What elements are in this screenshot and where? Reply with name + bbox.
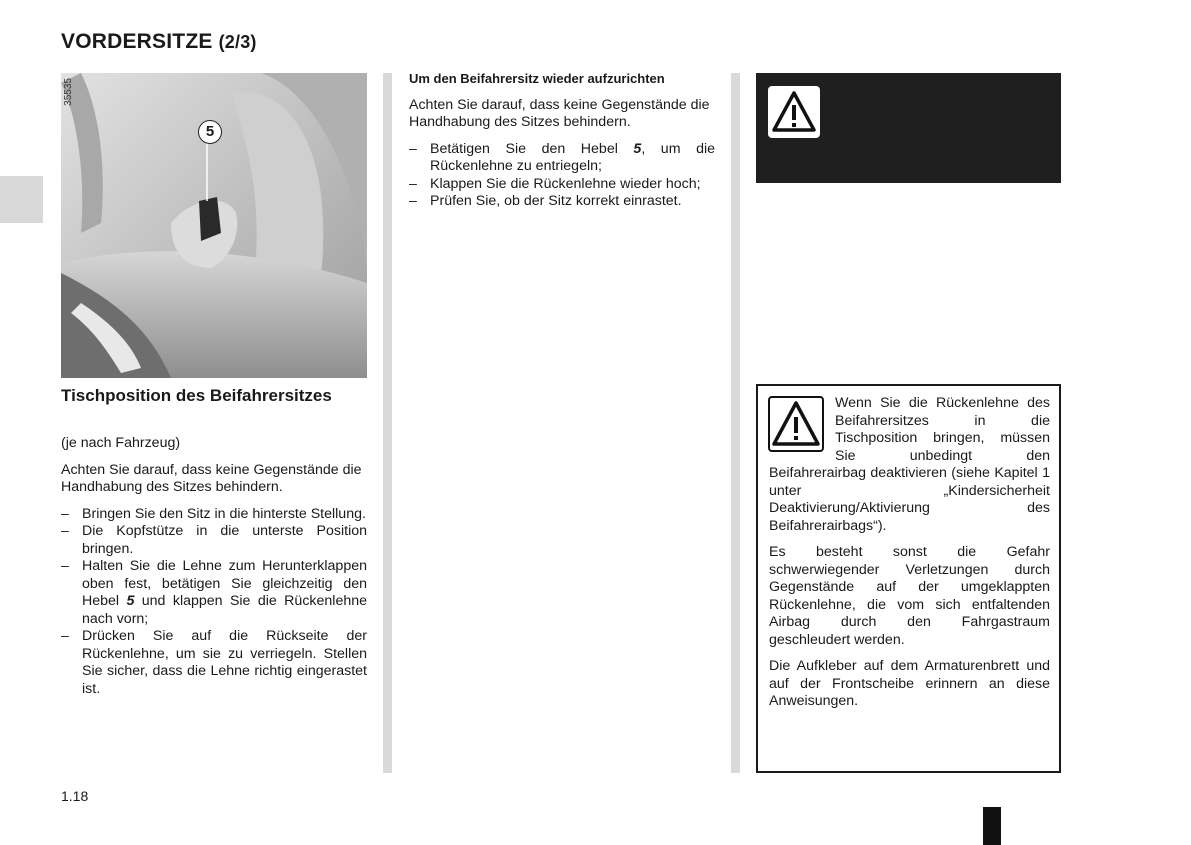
left-column-text bbox=[61, 435, 367, 698]
warning-paragraph: Es besteht sonst die Gefahr schwerwiegender Verletzungen durch Gegenstände auf der umgeklappten Rückenlehne, die vom sich entfaltenden Airbag durch den Fahrgastraum geschleudert werden. bbox=[769, 544, 1050, 648]
list-item bbox=[61, 558, 367, 628]
list-item: – Prüfen Sie, ob der Sitz korrekt einrastet. bbox=[409, 193, 715, 211]
subsection-heading: Um den Beifahrersitz wieder aufzurichten bbox=[409, 71, 665, 86]
edge-marker bbox=[983, 807, 1001, 845]
section-heading: Tischposition des Beifahrersitzes bbox=[61, 386, 332, 405]
note: (je nach Fahrzeug) bbox=[61, 435, 181, 451]
warning-box bbox=[756, 384, 1061, 773]
list-item bbox=[409, 141, 715, 176]
intro-paragraph: Achten Sie darauf, dass keine Gegenstände die Handhabung des Sitzes behindern. bbox=[61, 461, 362, 495]
column-divider bbox=[383, 73, 392, 773]
warning-paragraph: Wenn Sie die Rückenlehne des Beifahrersitzes in die Tischposition bringen, müssen Sie unbedingt den Beifahrerairbag deaktivieren (siehe Kapitel 1 unter „Kindersicherheit Deaktivierung/Aktivierung des Beifahrerairbags“). bbox=[769, 395, 1050, 534]
page-number: 1.18 bbox=[61, 788, 89, 804]
list-item-text: Betätigen Sie den Hebel bbox=[430, 140, 634, 157]
list-item: – Bringen Sie den Sitz in die hinterste Stellung. bbox=[61, 506, 367, 524]
column-divider bbox=[731, 73, 740, 773]
warning-text bbox=[769, 395, 1050, 711]
list-item: – Klappen Sie die Rückenlehne wieder hoch; bbox=[409, 176, 715, 194]
side-tab bbox=[0, 176, 43, 223]
callout-5: 5 bbox=[198, 120, 222, 144]
warning-panel-dark bbox=[756, 73, 1061, 183]
list-item: – Drücken Sie auf die Rückseite der Rückenlehne, um sie zu verriegeln. Stellen Sie sicher, dass die Lehne richtig eingerastet ist. bbox=[61, 628, 367, 698]
page-title-text: VORDERSITZE bbox=[61, 30, 213, 53]
warning-triangle-icon bbox=[768, 86, 820, 138]
list-item-text: Halten Sie die Lehne zum Herunterklappen oben fest, betätigen Sie gleichzeitig den Hebel bbox=[82, 558, 367, 609]
step-list bbox=[61, 506, 367, 699]
icon-spacer bbox=[769, 395, 835, 452]
middle-column-text bbox=[409, 70, 715, 211]
seat-illustration bbox=[61, 73, 367, 378]
intro-paragraph: Achten Sie darauf, dass keine Gegenstände die Handhabung des Sitzes behindern. bbox=[409, 96, 710, 130]
lever-reference: 5 bbox=[633, 140, 642, 157]
page-title bbox=[61, 30, 257, 54]
figure-code: 35535 bbox=[63, 78, 74, 106]
step-list bbox=[409, 141, 715, 211]
page-indicator: (2/3) bbox=[218, 32, 257, 52]
lever-reference: 5 bbox=[126, 593, 135, 609]
list-item: – Die Kopfstütze in die unterste Position bringen. bbox=[61, 523, 367, 558]
warning-paragraph: Die Aufkleber auf dem Armaturenbrett und auf der Frontscheibe erinnern an diese Anweisungen. bbox=[769, 658, 1050, 709]
list-item-text: , um die Rückenlehne zu entriegeln; bbox=[430, 140, 716, 174]
list-item-text: und klappen Sie die Rückenlehne nach vorn; bbox=[82, 593, 368, 627]
